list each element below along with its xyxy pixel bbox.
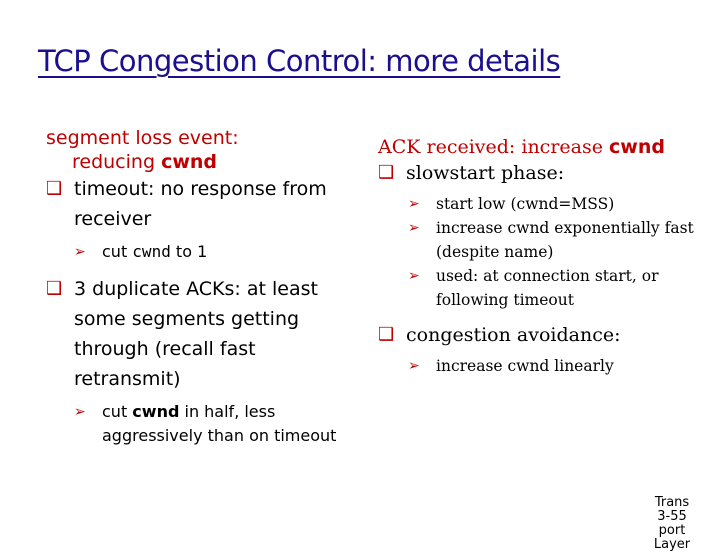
- right-subbullet-text: increase cwnd exponentially fast (despite name): [436, 219, 694, 261]
- right-heading: [378, 134, 698, 160]
- right-subbullet-text: increase cwnd linearly: [436, 357, 614, 375]
- left-heading-line1: segment loss event:: [46, 127, 239, 149]
- left-heading-cwnd: cwnd: [161, 151, 218, 173]
- right-subbullet: [378, 192, 698, 216]
- subbullet-suffix: to 1: [170, 242, 208, 261]
- footer-line3: port: [658, 523, 686, 538]
- footer-page-number: 3-55: [657, 509, 687, 524]
- square-bullet-icon: ❑: [46, 278, 63, 299]
- right-bullet-congestion-avoidance: [378, 322, 698, 348]
- right-bullet-text: congestion avoidance:: [406, 324, 621, 346]
- footer-line4: Layer: [653, 537, 691, 552]
- arrow-bullet-icon: ➢: [408, 196, 420, 212]
- left-heading-line2-prefix: reducing: [72, 151, 162, 173]
- right-heading-cwnd: cwnd: [609, 136, 665, 158]
- right-subbullet: [378, 264, 698, 312]
- slide-footer: [648, 496, 696, 552]
- right-subbullet: [378, 354, 698, 378]
- left-bullet-text: 3 duplicate ACKs: at least some segments getting through (recall fast retransmit): [74, 278, 318, 390]
- right-bullet-slowstart: [378, 160, 698, 186]
- arrow-bullet-icon: ➢: [74, 244, 86, 260]
- left-bullet-timeout: [46, 174, 346, 234]
- arrow-bullet-icon: ➢: [408, 268, 420, 284]
- square-bullet-icon: ❑: [46, 178, 63, 199]
- right-subbullet-text: start low (cwnd=MSS): [436, 195, 615, 213]
- subbullet-prefix: cut: [102, 402, 133, 421]
- subbullet-cwnd: cwnd: [132, 402, 180, 421]
- left-subbullet-cut-half: [46, 400, 346, 448]
- subbullet-prefix: cut: [102, 242, 133, 261]
- right-subbullet-text: used: at connection start, or following timeout: [436, 267, 659, 309]
- square-bullet-icon: ❑: [378, 324, 395, 345]
- left-heading-line2: [46, 150, 346, 174]
- right-heading-prefix: ACK received: increase: [378, 136, 610, 158]
- footer-line1: Trans: [654, 495, 690, 510]
- square-bullet-icon: ❑: [378, 162, 395, 183]
- subbullet-suffix: in half, less aggressively than on timeout: [102, 402, 337, 445]
- arrow-bullet-icon: ➢: [408, 358, 420, 374]
- left-bullet-dup-acks: [46, 274, 346, 394]
- right-bullet-text: slowstart phase:: [406, 162, 565, 184]
- slide-title: TCP Congestion Control: more details: [38, 44, 561, 78]
- subbullet-cwnd: cwnd: [132, 242, 171, 261]
- left-subbullet-cut-to-1: [46, 240, 346, 264]
- left-column: [46, 126, 346, 448]
- arrow-bullet-icon: ➢: [408, 220, 420, 236]
- arrow-bullet-icon: ➢: [74, 404, 86, 420]
- left-bullet-text: timeout: no response from receiver: [74, 178, 327, 230]
- right-subbullet: [378, 216, 698, 264]
- right-column: [378, 134, 698, 378]
- left-heading: [46, 126, 346, 174]
